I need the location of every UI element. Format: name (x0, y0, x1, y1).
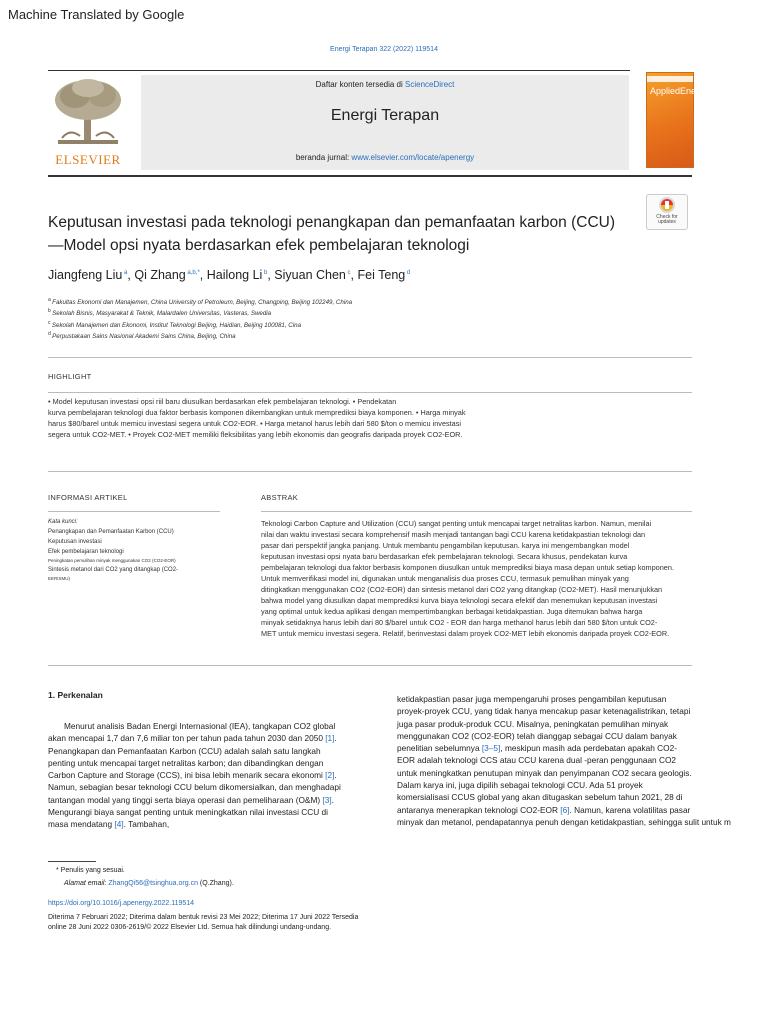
highlight-bottom-rule (48, 471, 692, 472)
intro-line (397, 816, 768, 828)
intro-text: , meskipun masih ada perdebatan apakah CO2- (500, 743, 677, 754)
elsevier-logo[interactable] (48, 76, 128, 166)
author-affiliation-marker: a,b,* (185, 269, 200, 276)
intro-text: penting untuk mencapai target netralitas karbon; dan dibandingkan dengan (48, 757, 324, 768)
author-separator: , (199, 268, 207, 282)
footnote-rule (48, 861, 96, 862)
author-name[interactable]: Siyuan Chen (274, 268, 346, 282)
journal-homepage (141, 153, 629, 162)
check-for-updates-badge[interactable] (646, 194, 688, 230)
crossmark-icon (647, 195, 687, 215)
intro-line (48, 794, 370, 806)
keyword: Efek pembelajaran teknologi (48, 549, 124, 555)
author-affiliation-marker: a (122, 269, 128, 276)
highlight-line: kurva pembelajaran teknologi dua faktor berbasis komponen dikembangkan untuk memprediksi biaya komponen. • Harga minyak (48, 408, 466, 417)
email-link[interactable]: ZhangQi56@tsinghua.org.cn (108, 880, 198, 887)
intro-line (48, 818, 370, 830)
machine-translated-banner: Machine Translated by Google (8, 7, 185, 22)
intro-text: penelitian sebelumnya (397, 743, 482, 754)
intro-line (48, 720, 370, 732)
abstract-bottom-rule (48, 665, 692, 666)
intro-line (397, 718, 768, 730)
cover-band (647, 76, 693, 82)
abstract-line: Teknologi Carbon Capture and Utilization (CCU) sangat penting untuk mencapai target netralitas karbon. Namun, menilai (261, 519, 652, 528)
dates-line-1: Diterima 7 Februari 2022; Diterima dalam bentuk revisi 23 Mei 2022; Diterima 17 Juni 2022 Tersedia (48, 914, 359, 921)
intro-text: . Tambahan, (123, 819, 170, 830)
crossmark-label: Check for updates (656, 214, 678, 225)
intro-text: untuk meningkatkan penutupan minyak dan penyimpanan CO2 secara geologis. (397, 767, 692, 778)
abstract-line: pasar dari perspektif jangka panjang. Untuk membantu pengambilan keputusan. karya ini mengembangkan model (261, 541, 630, 550)
corresponding-author-note: * Penulis yang sesuai. (56, 867, 125, 874)
citation-link[interactable]: [6] (560, 804, 570, 815)
intro-line (48, 769, 370, 781)
keywords-list (48, 527, 228, 583)
intro-line (397, 767, 768, 779)
intro-line (397, 730, 768, 742)
intro-text: komersialisasi CCUS global yang akan ditugaskan sebelum tahun 2021, 28 di (397, 792, 683, 803)
intro-text: menggunakan CO2 (CO2-EOR) telah dianggap sebagai CCU dalam banyak (397, 730, 677, 741)
contents-available (141, 80, 629, 89)
journal-reference[interactable]: Energi Terapan 322 (2022) 119514 (330, 46, 438, 53)
highlight-line: segera untuk CO2-MET. • Proyek CO2-MET memiliki fleksibilitas yang lebih ekonomis dan geografis daripada proyek CO2-EOR. (48, 430, 463, 439)
author-separator: , (127, 268, 135, 282)
highlight-line: • Model keputusan investasi opsi riil baru diusulkan berdasarkan efek pembelajaran teknologi. • Pendekatan (48, 397, 397, 406)
keyword: Sintesis metanol dari CO2 yang ditangkap (CO2- (48, 567, 179, 573)
affiliation (48, 297, 352, 306)
sciencedirect-link[interactable]: ScienceDirect (405, 80, 455, 89)
intro-text: Mengurangi biaya sangat penting untuk meningkatkan nilai investasi CCU di (48, 807, 328, 818)
intro-text: . (331, 794, 334, 805)
intro-text: Namun, sebagian besar teknologi CCU belum dikomersialkan, dan menghadapi (48, 782, 341, 793)
author-affiliation-marker: c (345, 269, 351, 276)
intro-text: ketidakpastian pasar juga mempengaruhi proses pengambilan keputusan (397, 694, 667, 704)
intro-text: . (334, 770, 337, 781)
dates-line-2: online 28 Juni 2022 0306-2619/© 2022 Elsevier Ltd. Semua hak dilindungi undang-undang. (48, 924, 332, 931)
journal-header (141, 75, 629, 170)
highlight-line: harus $80/barel untuk memicu investasi segera untuk CO2-EOR. • Harga metanol harus lebih dari 580 $/ton o memicu investasi (48, 419, 462, 428)
citation-link[interactable]: [3–5] (481, 743, 501, 754)
intro-line (397, 804, 768, 816)
keywords-label: Kata kunci: (48, 519, 78, 525)
intro-text: masa mendatang (48, 819, 115, 830)
intro-text: minyak dan metanol, pendapatannya penuh dengan ketidakpastian, sehingga sulit untuk m (397, 816, 731, 827)
email-after: (Q.Zhang). (197, 880, 234, 887)
affiliation-text: Perpustakaan Sains Nasional Akademi Sains China, Beijing, China (52, 333, 236, 341)
abstract-line: ditingkatkan menggunakan CO2 (CO2-EOR) dan sintesis metanol dari CO2 yang ditangkap (CO2-MET). Hasil menunjukkan (261, 585, 663, 594)
intro-text: . (334, 733, 337, 744)
intro-text: Penangkapan dan Pemanfaatan Karbon (CCU) adalah salah satu langkah (48, 745, 321, 756)
email-note (64, 880, 234, 887)
intro-text: EOR adalah teknologi CCS atau CCU karena dual -peran penggunaan CO2 (397, 755, 677, 766)
abstract-line: keputusan investasi opsi nyata baru berdasarkan efek pembelajaran teknologi. Secara khusus, pendekatan kurva (261, 552, 628, 561)
citation-link[interactable]: [4] (114, 819, 124, 830)
author-separator: , (350, 268, 358, 282)
intro-line (397, 754, 768, 766)
intro-line (48, 745, 370, 757)
abstract-line: nilai dan waktu investasi secara komprehensif masih menjadi tantangan bagi CCU karena ketidakpastian teknologi dan (261, 530, 646, 539)
affiliation-marker: c (48, 320, 52, 326)
abstract-line: minyak setidaknya harus lebih dari 80 $/barel untuk CO2 - EOR dan harga methanol harus lebih dari 580 $/ton untuk CO2- (261, 618, 658, 627)
journal-title: Energi Terapan (330, 107, 440, 124)
affiliation-text: Sekolah Manajemen dan Ekonomi, Institut Teknologi Beijing, Haidian, Beijing 100081, Cina (51, 322, 302, 330)
citation-link[interactable]: [1] (325, 733, 335, 744)
intro-text: Dalam karya ini, juga dipilih sebagai teknologi CCU. Ada 51 proyek (397, 780, 643, 791)
intro-line (397, 705, 768, 717)
elsevier-tree-icon (48, 76, 128, 150)
intro-heading: 1. Perkenalan (48, 690, 103, 700)
intro-text: Carbon Capture and Storage (CCS), ini bisa lebih menarik secara ekonomi (48, 770, 326, 781)
intro-text: Menurut analisis Badan Energi Internasional (IEA), tangkapan CO2 global (64, 721, 336, 731)
affiliation-text: Sekolah Bisnis, Masyarakat & Teknik, Malardalen Universitas, Vasteras, Swedia (52, 310, 272, 318)
intro-text: juga pasar produk-produk CCU. Misalnya, peningkatan pemulihan minyak (397, 718, 669, 729)
header-bottom-rule (48, 175, 692, 177)
keyword: Keputusan investasi (48, 539, 102, 545)
affiliation-marker: d (48, 331, 53, 337)
intro-text: akan mencapai 1,7 dan 7,6 miliar ton per tahun pada tahun 2030 dan 2050 (48, 733, 326, 744)
author-affiliation-marker: d (405, 269, 411, 276)
email-label: Alamat email: (64, 880, 109, 887)
affiliation (48, 308, 271, 317)
author-affiliation-marker: b (262, 269, 268, 276)
intro-line (397, 791, 768, 803)
abstract-label: ABSTRAK (261, 493, 299, 502)
keyword: EERISMU) (48, 576, 71, 581)
intro-line (48, 757, 370, 769)
author-name[interactable]: Qi Zhang (134, 268, 186, 282)
citation-link[interactable]: [3] (322, 794, 332, 805)
affiliation-marker: b (48, 308, 53, 314)
abstract-line: pembelajaran teknologi dua faktor berbasis komponen diusulkan untuk memprediksi biaya masa depan untuk setiap komponen. (261, 563, 674, 572)
intro-line (397, 742, 768, 754)
author-list (48, 268, 410, 282)
cover-title: AppliedEnergy (650, 86, 709, 96)
article-info-rule (48, 511, 220, 512)
abstract-line: Untuk memverifikasi model ini, digunakan untuk menganalisis dua proses CCU, termasuk pemulihan minyak yang (261, 574, 629, 583)
highlight-top-rule (48, 357, 692, 358)
intro-text: antaranya menerapkan teknologi CO2-EOR (397, 804, 561, 815)
intro-line (48, 781, 370, 793)
publisher-wordmark: ELSEVIER (55, 152, 121, 167)
intro-column-1 (48, 720, 370, 831)
abstract-line: yang optimal untuk kedua aplikasi dengan mempertimbangkan berbagai ketidakpastian. Juga ditemukan bahwa harga (261, 607, 643, 616)
citation-link[interactable]: [2] (325, 770, 335, 781)
article-title: Keputusan investasi pada teknologi penangkapan dan pemanfaatan karbon (CCU)—Model opsi nyata berdasarkan efek pembelajaran teknologi (48, 214, 615, 254)
abstract-line: bahwa model yang diusulkan dapat memprediksi kurva biaya teknologi secara efektif dan menemukan keputusan investasi (261, 596, 658, 605)
affiliation (48, 320, 301, 329)
intro-line (397, 693, 768, 705)
doi-link[interactable]: https://doi.org/10.1016/j.apenergy.2022.119514 (48, 900, 195, 907)
keyword: Penangkapan dan Pemanfaatan Karbon (CCU) (48, 529, 174, 535)
article-dates (48, 913, 448, 933)
affiliation-text: Fakultas Ekonomi dan Manajemen, China University of Petroleum, Beijing, Changping, Beijing 102249, China (52, 299, 353, 307)
intro-line (48, 806, 370, 818)
article-info-label: INFORMASI ARTIKEL (48, 493, 128, 502)
highlight-inner-rule (48, 392, 692, 393)
affiliation (48, 331, 236, 340)
keywords-block (48, 517, 228, 583)
author-separator: , (267, 268, 275, 282)
keyword: Peningkatan pemulihan minyak menggunakan CO2 (CO2-EOR) (48, 558, 176, 563)
abstract-rule (261, 511, 692, 512)
intro-line (397, 779, 768, 791)
journal-cover[interactable] (646, 72, 709, 168)
header-top-rule (48, 70, 630, 71)
affiliation-marker: a (48, 297, 53, 303)
contents-available-prefix: Daftar konten tersedia di (315, 80, 406, 89)
intro-text: tantangan modal yang tinggi serta biaya operasi dan pemeliharaan (O&M) (48, 794, 323, 805)
highlight-label: HIGHLIGHT (48, 372, 92, 381)
homepage-prefix: beranda jurnal: (295, 153, 352, 162)
intro-text: . Namun, karena volatilitas pasar (569, 804, 691, 815)
author-name[interactable]: Hailong Li (206, 268, 263, 282)
abstract-text (261, 518, 741, 639)
intro-column-2 (397, 693, 768, 828)
intro-line (48, 732, 370, 744)
homepage-link[interactable]: www.elsevier.com/locate/apenergy (351, 153, 475, 162)
highlight-text (48, 396, 538, 440)
author-name[interactable]: Jiangfeng Liu (48, 268, 123, 282)
intro-text: proyek-proyek CCU, yang tidak hanya mencakup pasar ketenagalistrikan, tetapi (397, 706, 691, 717)
abstract-line: MET untuk memicu investasi segera. Relatif, berinvestasi dalam proyek CO2-MET lebih ekonomis daripada proyek CO2-EOR. (261, 629, 670, 638)
author-name[interactable]: Fei Teng (357, 268, 406, 282)
